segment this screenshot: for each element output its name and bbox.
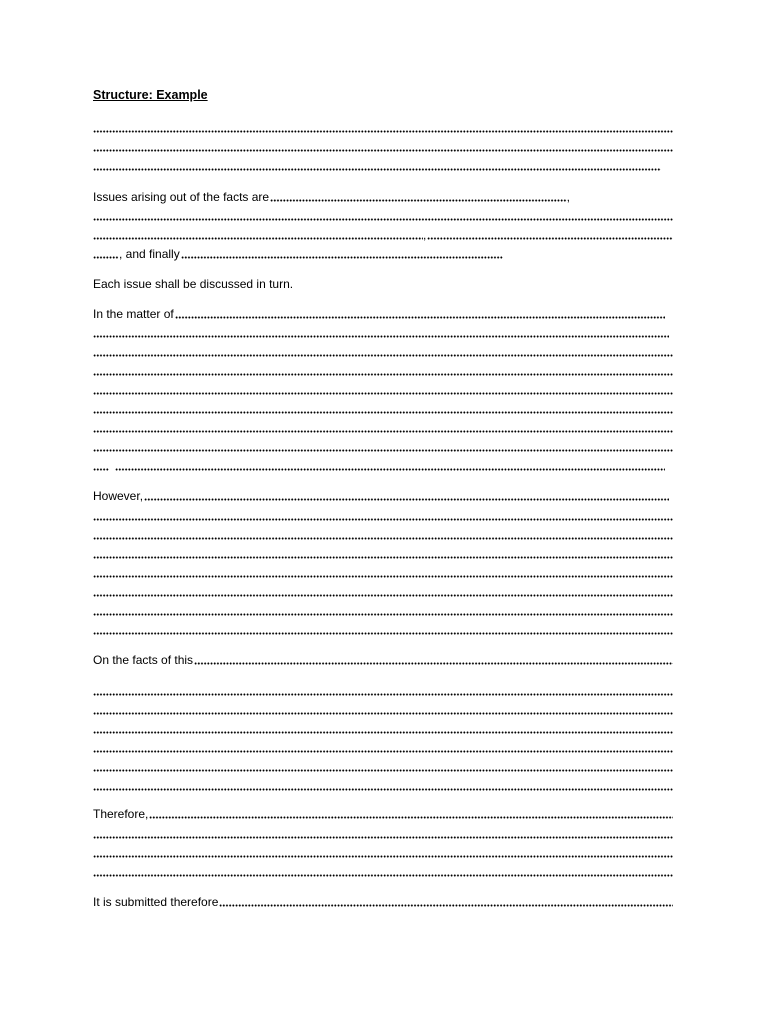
blank-line <box>93 379 673 398</box>
blank-line <box>93 861 673 880</box>
blank-line <box>93 398 673 417</box>
blank-line <box>93 322 669 341</box>
blank-line <box>93 823 673 842</box>
blank-line <box>93 775 673 794</box>
blank-line <box>93 562 673 581</box>
blank-line <box>93 699 673 718</box>
submitted-text: It is submitted therefore <box>93 895 219 909</box>
blank-line <box>93 737 673 756</box>
blank-line <box>93 619 673 638</box>
issues-line <box>93 186 571 205</box>
issues-finally-text: , and finally <box>119 247 180 261</box>
blank-line <box>93 680 673 699</box>
blank-line <box>93 436 673 455</box>
issues-intro-text: Issues arising out of the facts are <box>93 190 270 204</box>
blank-line <box>93 842 673 861</box>
on-the-facts-line <box>93 649 673 668</box>
therefore-text: Therefore, <box>93 807 149 821</box>
submitted-line <box>93 891 673 910</box>
blank-line <box>93 505 673 524</box>
therefore-line <box>93 803 673 822</box>
in-the-matter-line <box>93 303 665 322</box>
blank-line <box>93 136 673 155</box>
blank-line <box>93 718 673 737</box>
issues-line-2 <box>93 224 673 243</box>
blank-line <box>93 543 673 562</box>
document-page <box>93 0 673 1024</box>
blank-line <box>93 455 665 474</box>
blank-line <box>93 341 673 360</box>
blank-line <box>93 417 673 436</box>
issues-finally-line <box>93 243 503 262</box>
blank-line <box>93 155 661 174</box>
blank-line <box>93 524 673 543</box>
on-the-facts-text: On the facts of this <box>93 653 194 667</box>
in-the-matter-text: In the matter of <box>93 307 174 321</box>
blank-line <box>93 600 673 619</box>
blank-line <box>93 117 673 136</box>
each-issue-line <box>93 273 673 292</box>
issues-separator: , <box>566 190 570 204</box>
blank-line <box>93 360 673 379</box>
however-line <box>93 485 669 504</box>
however-text: However, <box>93 489 144 503</box>
document-title: Structure: Example <box>93 88 208 102</box>
blank-line <box>93 205 673 224</box>
blank-line <box>93 581 673 600</box>
each-issue-text: Each issue shall be discussed in turn. <box>93 277 294 291</box>
blank-line <box>93 756 673 775</box>
issues-separator-2: , <box>423 228 427 242</box>
